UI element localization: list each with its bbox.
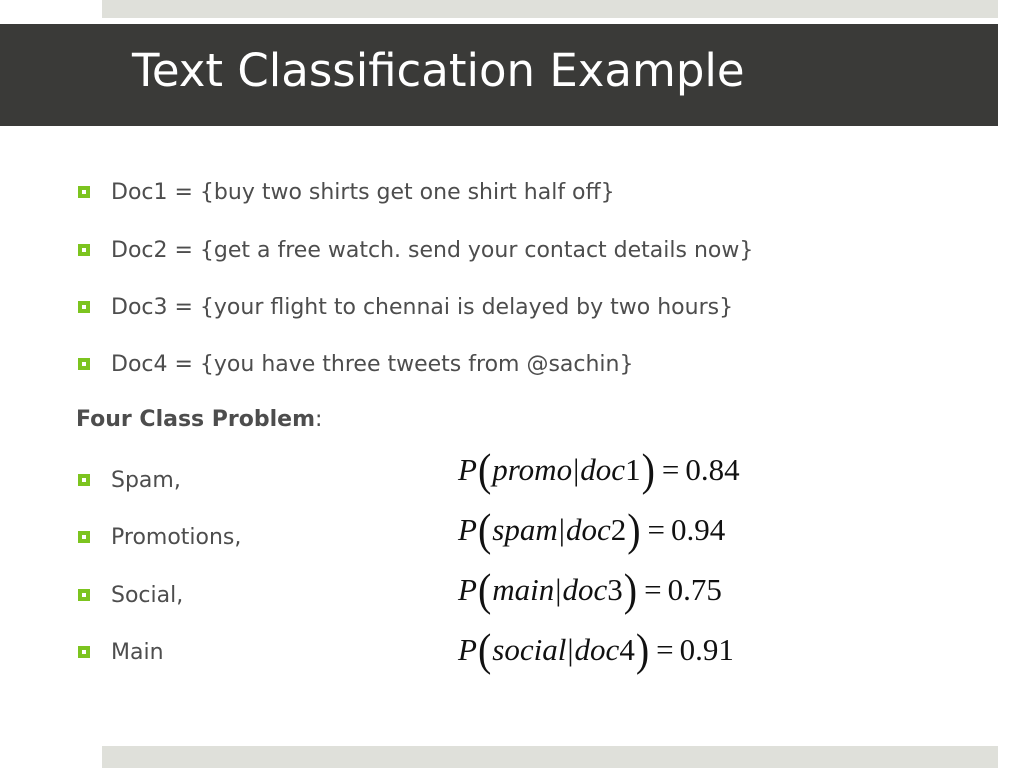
doc-bullet-1	[76, 177, 615, 207]
square-bullet-icon	[78, 301, 90, 313]
class-label: Spam,	[111, 467, 181, 493]
doc-number: 3	[607, 572, 623, 607]
doc-text: Doc1 = {buy two shirts get one shirt half off}	[111, 179, 615, 205]
class-label: Main	[111, 639, 164, 665]
class-bullet-spam	[76, 465, 181, 495]
doc-text: Doc4 = {you have three tweets from @sachin}	[111, 351, 634, 377]
class-label: Promotions,	[111, 524, 242, 550]
equals-sign: =	[661, 452, 680, 487]
doc-bullet-4	[76, 349, 634, 379]
close-paren: )	[641, 443, 655, 496]
class-bullet-social	[76, 580, 183, 610]
class-bullet-promotions	[76, 522, 241, 552]
open-paren: (	[477, 443, 492, 496]
given-bar: |	[558, 512, 565, 547]
prob-symbol: P	[458, 572, 477, 607]
doc-term: doc	[562, 572, 608, 607]
doc-number: 2	[610, 512, 627, 547]
close-paren: )	[635, 623, 650, 676]
square-bullet-icon	[78, 531, 90, 543]
slide-title: Text Classification Example	[132, 44, 745, 97]
top-decorative-band	[102, 0, 998, 18]
open-paren: (	[477, 563, 492, 616]
class-term: main	[492, 572, 555, 607]
probability-value: 0.91	[679, 632, 734, 667]
doc-text: Doc3 = {your flight to chennai is delayed by two hours}	[111, 294, 734, 320]
probability-value: 0.75	[667, 572, 722, 607]
class-label: Social,	[111, 582, 184, 608]
square-bullet-icon	[78, 358, 90, 370]
prob-symbol: P	[458, 632, 477, 667]
close-paren: )	[627, 503, 641, 556]
square-bullet-icon	[78, 186, 90, 198]
heading-bold-text: Four Class Problem	[76, 407, 316, 432]
bottom-decorative-band	[102, 746, 998, 768]
four-class-heading	[76, 407, 322, 432]
class-bullet-main	[76, 637, 164, 667]
doc-term: doc	[565, 512, 611, 547]
open-paren: (	[477, 503, 492, 556]
open-paren: (	[477, 623, 492, 676]
equation-2	[458, 500, 740, 560]
equals-sign: =	[656, 632, 674, 667]
equation-1	[458, 440, 740, 500]
doc-term: doc	[580, 452, 626, 487]
doc-number: 1	[625, 452, 641, 487]
close-paren: )	[623, 563, 638, 616]
equals-sign: =	[647, 512, 666, 547]
given-bar: |	[573, 452, 580, 487]
given-bar: |	[567, 632, 574, 667]
equation-4	[458, 620, 740, 680]
square-bullet-icon	[78, 589, 90, 601]
probability-value: 0.84	[685, 452, 740, 487]
doc-text: Doc2 = {get a free watch. send your contact details now}	[111, 237, 754, 263]
prob-symbol: P	[458, 452, 477, 487]
equals-sign: =	[644, 572, 662, 607]
doc-bullet-3	[76, 292, 733, 322]
class-term: promo	[492, 452, 573, 487]
given-bar: |	[555, 572, 562, 607]
square-bullet-icon	[78, 646, 90, 658]
equation-3	[458, 560, 740, 620]
doc-bullet-2	[76, 235, 753, 265]
probability-value: 0.94	[671, 512, 726, 547]
square-bullet-icon	[78, 474, 90, 486]
square-bullet-icon	[78, 244, 90, 256]
prob-symbol: P	[458, 512, 477, 547]
doc-number: 4	[619, 632, 635, 667]
heading-colon: :	[315, 407, 323, 432]
class-term: spam	[492, 512, 558, 547]
probability-equations	[458, 440, 740, 680]
class-term: social	[492, 632, 567, 667]
doc-term: doc	[574, 632, 620, 667]
